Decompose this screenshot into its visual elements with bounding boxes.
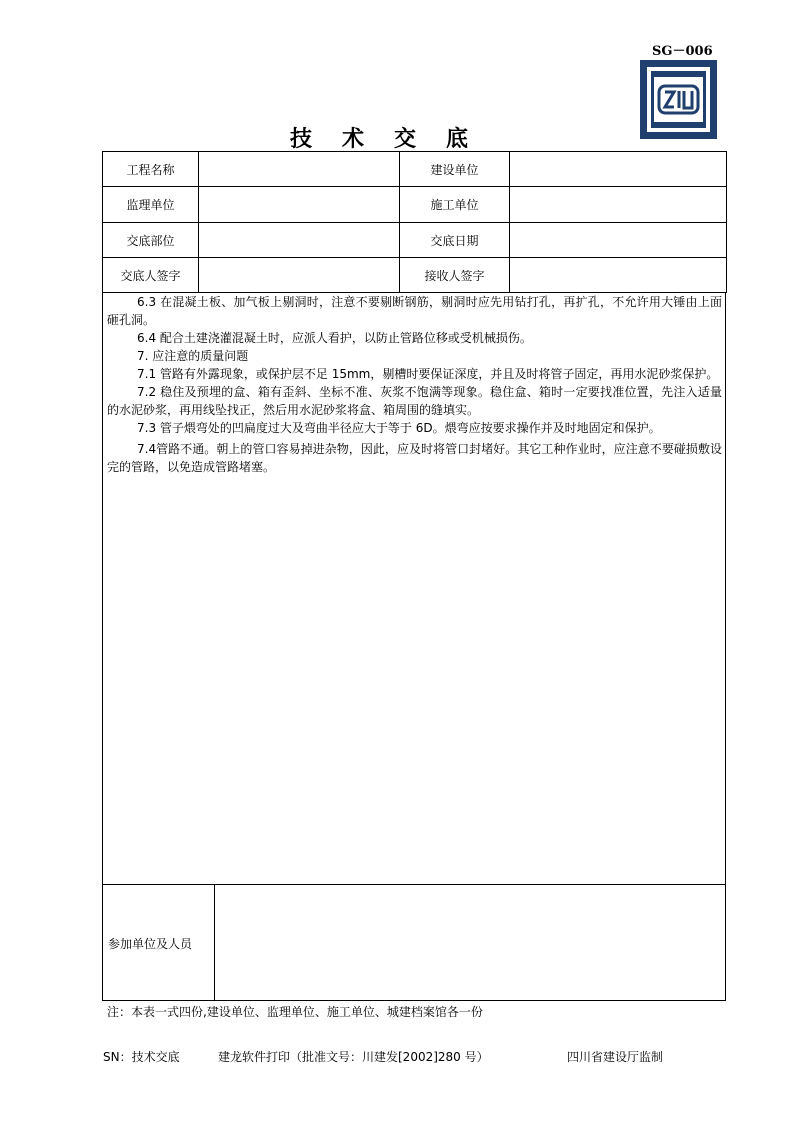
briefing-content [103,292,725,476]
content-paragraph: 7.3 管子煨弯处的凹扁度过大及弯曲半径应大于等于 6D。煨弯应按要求操作并及时地固定和保护。 [137,421,661,435]
participants-section [102,884,726,1001]
project-name-field[interactable] [199,152,400,187]
supervisor-field[interactable] [199,187,400,223]
contractor-label: 施工单位 [400,187,510,223]
briefing-content-box [102,292,726,885]
content-paragraph: 7.1 管路有外露现象，或保护层不足 15mm，剔槽时要保证深度，并且及时将管子固定，再用水泥砂浆保护。 [137,367,719,381]
briefing-date-label: 交底日期 [400,223,510,258]
company-logo [640,60,717,139]
table-row [103,152,727,187]
briefing-date-field[interactable] [510,223,727,258]
content-paragraph: 6.4 配合土建浇灌混凝土时，应派人看护，以防止管路位移或受机械损伤。 [137,331,532,345]
form-code: SG－006 [652,44,713,59]
content-paragraph: 6.3 在混凝土板、加气板上剔洞时，注意不要剔断钢筋，剔洞时应先用钻打孔，再扩孔，不允许用大锤由上面砸孔洞。 [107,295,722,327]
footer-authority: 四川省建设厅监制 [567,1050,664,1064]
table-row [103,187,727,223]
table-row [103,223,727,258]
construction-owner-field[interactable] [510,152,727,187]
participants-label-cell [103,885,215,1000]
receiver-signature-field[interactable] [510,258,727,293]
supervisor-label: 监理单位 [103,187,199,223]
content-paragraph: 7. 应注意的质量问题 [137,349,249,363]
content-paragraph: 7.2 稳住及预埋的盒、箱有歪斜、坐标不准、灰浆不饱满等现象。稳住盒、箱时一定要找准位置，先注入适量的水泥砂浆，再用线坠找正，然后用水泥砂浆将盒、箱周围的缝填实。 [107,385,722,417]
document-title: 技术交底 [290,126,499,152]
participants-field[interactable] [216,885,725,1000]
company-logo-graphic [640,60,717,139]
info-table [102,151,727,293]
receiver-signature-label: 接收人签字 [400,258,510,293]
briefer-signature-label: 交底人签字 [103,258,199,293]
briefing-location-field[interactable] [199,223,400,258]
contractor-field[interactable] [510,187,727,223]
footer-sn: SN：技术交底 [103,1050,180,1064]
briefing-location-label: 交底部位 [103,223,199,258]
briefer-signature-field[interactable] [199,258,400,293]
footer-print-info: 建龙软件打印（批准文号：川建发[2002]280 号） [218,1050,489,1064]
copies-note: 注：本表一式四份,建设单位、监理单位、施工单位、城建档案馆各一份 [107,1005,483,1019]
participants-label: 参加单位及人员 [108,937,193,951]
project-name-label: 工程名称 [103,152,199,187]
construction-owner-label: 建设单位 [400,152,510,187]
content-paragraph: 7.4管路不通。朝上的管口容易掉进杂物，因此，应及时将管口封堵好。其它工种作业时，应注意不要碰损敷设完的管路，以免造成管路堵塞。 [107,442,722,474]
table-row [103,258,727,293]
